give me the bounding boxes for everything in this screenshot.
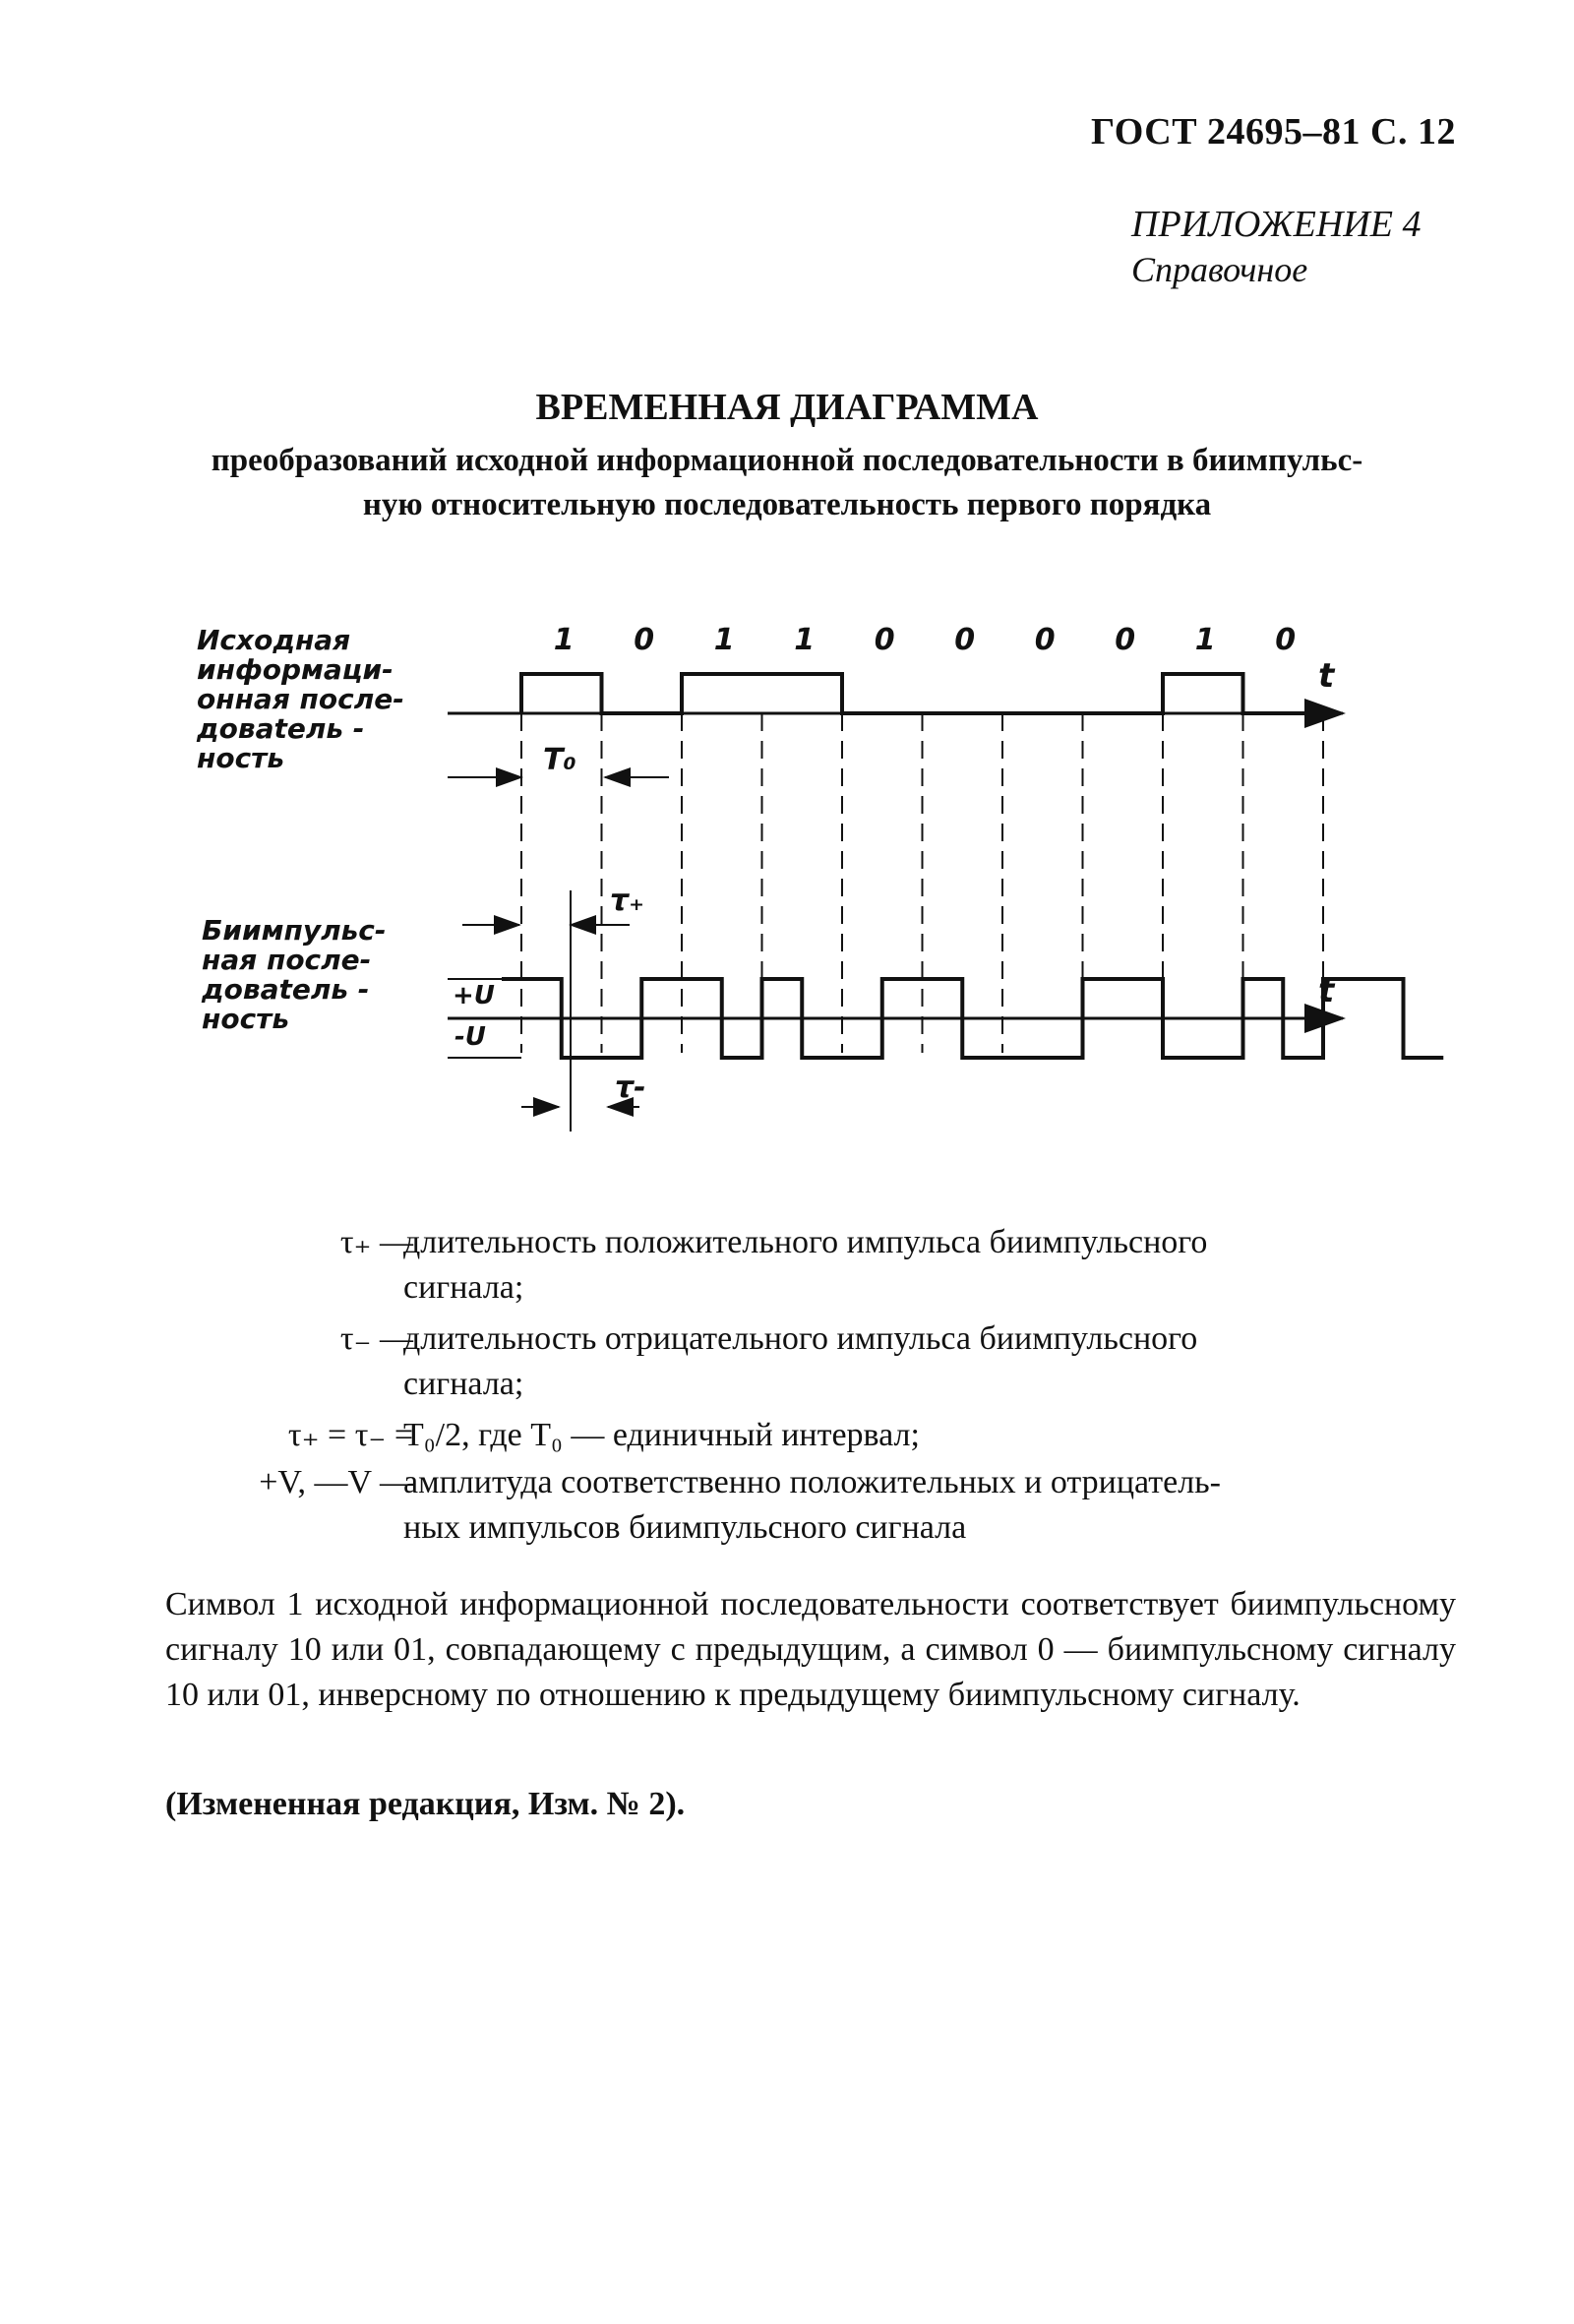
legend-text-cont: сигнала;	[403, 1269, 524, 1306]
legend-text-cont: сигнала;	[403, 1366, 524, 1402]
appendix-subtitle: Справочное	[1131, 250, 1308, 289]
biimpulse-sequence-label	[201, 914, 387, 1035]
legend-item	[0, 1316, 1574, 1407]
legend-symbol: τ₊ —	[339, 1224, 413, 1260]
appendix-title: ПРИЛОЖЕНИЕ 4	[1131, 204, 1422, 245]
legend-symbol: +V, —V —	[259, 1464, 413, 1500]
subtitle-line: ную относительную последовательность первого порядка	[362, 487, 1212, 522]
legend-item	[0, 1413, 1574, 1458]
bit-label: 1	[713, 623, 735, 657]
subtitle-line: преобразований исходной информационной последовательности в биимпульс-	[211, 443, 1363, 478]
revision-note: (Измененная редакция, Изм. № 2).	[165, 1786, 686, 1822]
source-label-line: довatель -	[197, 712, 365, 745]
source-label-line: онная после-	[197, 683, 404, 715]
source-label-line: Исходная	[197, 624, 351, 656]
legend-text: T₀/2, где T₀ — единичный интервал;	[403, 1417, 920, 1453]
t0-label: T₀	[543, 743, 576, 777]
biimpulse-axis-t-label: t	[1318, 971, 1335, 1010]
bit-label: 1	[553, 623, 575, 657]
document-title: ВРЕМЕННАЯ ДИАГРАММА	[535, 387, 1039, 428]
document-subtitle	[98, 439, 1476, 527]
bit-label: 0	[1034, 623, 1056, 657]
minus-u-label: -U	[454, 1022, 486, 1052]
plus-u-label: +U	[453, 981, 495, 1010]
body-paragraph: Символ 1 исходной информационной последовательности соответствует биимпульсному сигналу 10 или 01, совпадающему с предыдущим, а символ 0 — биимпульсному сигналу 10 или 01, инверсному по отношению к предыдущему биимпульсному сигналу.	[165, 1586, 1456, 1713]
bit-label: 1	[794, 623, 816, 657]
bit-label: 1	[1194, 623, 1216, 657]
source-axis-t-label: t	[1318, 656, 1335, 696]
biimpulse-label-line: ность	[202, 1003, 290, 1035]
tau-plus-label: τ₊	[610, 884, 644, 918]
source-sequence-label	[196, 624, 404, 774]
bit-label: 0	[1115, 623, 1136, 657]
legend-text: длительность отрицательного импульса биимпульсного	[403, 1320, 1198, 1357]
biimpulse-label-line: довatель -	[202, 973, 370, 1006]
bit-label: 0	[634, 623, 655, 657]
biimpulse-label-line: Биимпульс-	[202, 914, 387, 947]
appendix-heading	[1131, 202, 1421, 292]
legend-symbol: τ₋ —	[339, 1320, 413, 1357]
source-label-line: ность	[197, 742, 285, 774]
bit-labels	[554, 623, 1296, 657]
legend-item	[0, 1220, 1574, 1311]
source-label-line: информаци-	[197, 653, 394, 686]
biimpulse-label-line: ная после-	[202, 944, 372, 976]
timing-diagram	[0, 600, 1574, 1151]
legend-symbol: τ₊ = τ₋ =	[287, 1417, 413, 1453]
legend-text-cont: ных импульсов биимпульсного сигнала	[403, 1509, 967, 1546]
source-waveform	[521, 674, 1323, 713]
legend-text: длительность положительного импульса биимпульсного	[403, 1224, 1208, 1260]
page-header: ГОСТ 24695–81 С. 12	[1091, 111, 1456, 153]
legend-text: амплитуда соответственно положительных и отрицатель-	[403, 1464, 1222, 1500]
bit-label: 0	[954, 623, 976, 657]
legend-item	[0, 1460, 1574, 1551]
bit-label: 0	[1275, 623, 1297, 657]
tau-minus-label: τ-	[615, 1070, 646, 1105]
bit-label: 0	[874, 623, 895, 657]
